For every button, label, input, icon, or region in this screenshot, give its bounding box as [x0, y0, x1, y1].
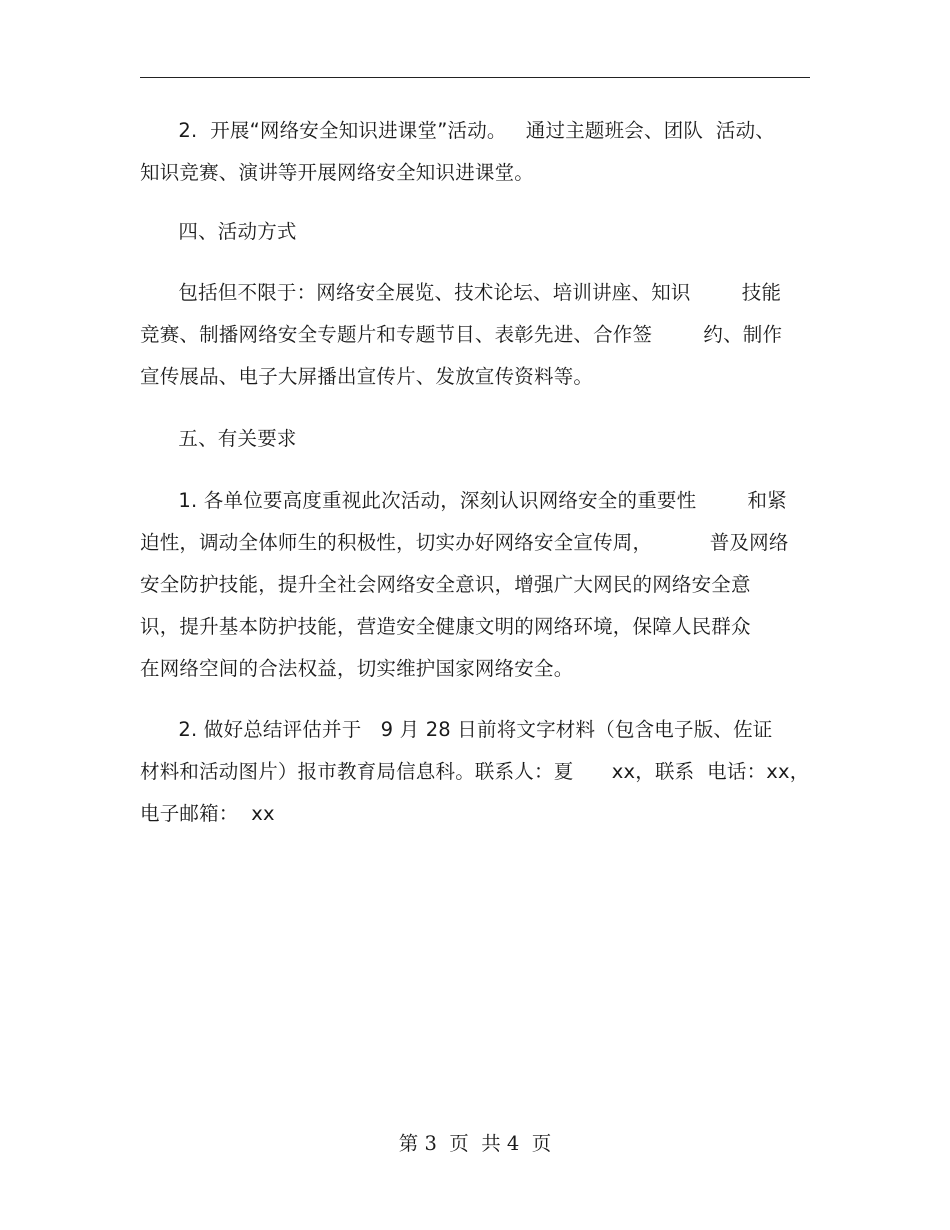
text-line: 迫性，调动全体师生的积极性，切实办好网络安全宣传周， 普及网络	[140, 531, 789, 554]
text-line: 电子邮箱： xx	[140, 802, 275, 825]
text-line: 安全防护技能，提升全社会网络安全意识，增强广大网民的网络安全意	[140, 573, 751, 596]
text-line: 包括但不限于：网络安全展览、技术论坛、培训讲座、知识 技能	[140, 281, 782, 304]
text-line: 知识竞赛、演讲等开展网络安全知识进课堂。	[140, 161, 535, 184]
text-line: 1. 各单位要高度重视此次活动，深刻认识网络安全的重要性 和紧	[140, 489, 787, 512]
text-line: 识，提升基本防护技能，营造安全健康文明的网络环境，保障人民群众	[140, 615, 751, 638]
text-line: 材料和活动图片）报市教育局信息科。联系人：夏 xx，联系 电话：xx，	[140, 760, 810, 783]
text-line: 2. 开展“网络安全知识进课堂”活动。 通过主题班会、团队 活动、	[140, 119, 775, 142]
header-rule	[140, 77, 810, 78]
page-footer: 第 3 页 共 4 页	[398, 1132, 552, 1155]
text-line: 宣传展品、电子大屏播出宣传片、发放宣传资料等。	[140, 365, 594, 388]
section-heading: 五、有关要求	[140, 427, 297, 450]
section-heading: 四、活动方式	[140, 220, 297, 243]
text-line: 竞赛、制播网络安全专题片和专题节目、表彰先进、合作签 约、制作	[140, 323, 783, 346]
text-line: 在网络空间的合法权益，切实维护国家网络安全。	[140, 657, 574, 680]
text-line: 2. 做好总结评估并于 9 月 28 日前将文字材料（包含电子版、佐证	[140, 718, 773, 741]
